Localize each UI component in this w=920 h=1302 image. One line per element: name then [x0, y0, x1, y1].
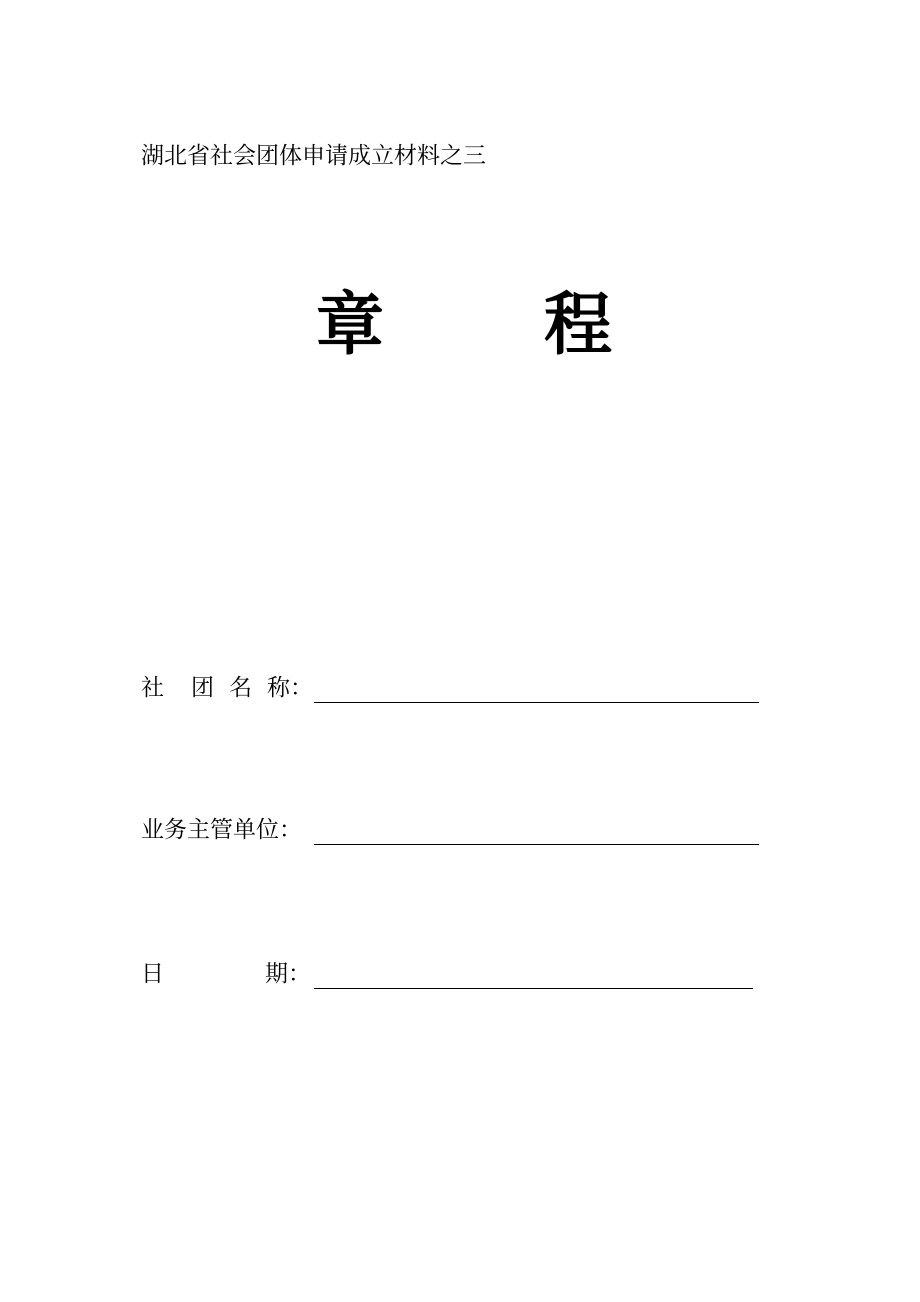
header-note: 湖北省社会团体申请成立材料之三	[141, 143, 486, 169]
date-label	[141, 956, 311, 992]
society-name-field	[141, 670, 781, 710]
supervising-unit-label: 业务主管单位：	[141, 817, 302, 843]
date-label-char: 期：	[265, 961, 311, 987]
society-name-label-char: 社	[141, 675, 164, 701]
society-name-label-char: 团	[191, 675, 214, 701]
supervising-unit-field	[141, 812, 781, 852]
society-name-label-char: 名	[229, 675, 252, 701]
date-field	[141, 956, 781, 996]
society-name-input-line[interactable]	[314, 702, 759, 703]
date-label-char: 日	[141, 961, 164, 987]
supervising-unit-input-line[interactable]	[314, 844, 759, 845]
document-title-char-1: 章	[316, 286, 385, 365]
document-title-char-2: 程	[544, 286, 613, 365]
date-input-line[interactable]	[314, 988, 753, 989]
society-name-label	[141, 670, 313, 706]
society-name-label-char: 称：	[267, 675, 313, 701]
